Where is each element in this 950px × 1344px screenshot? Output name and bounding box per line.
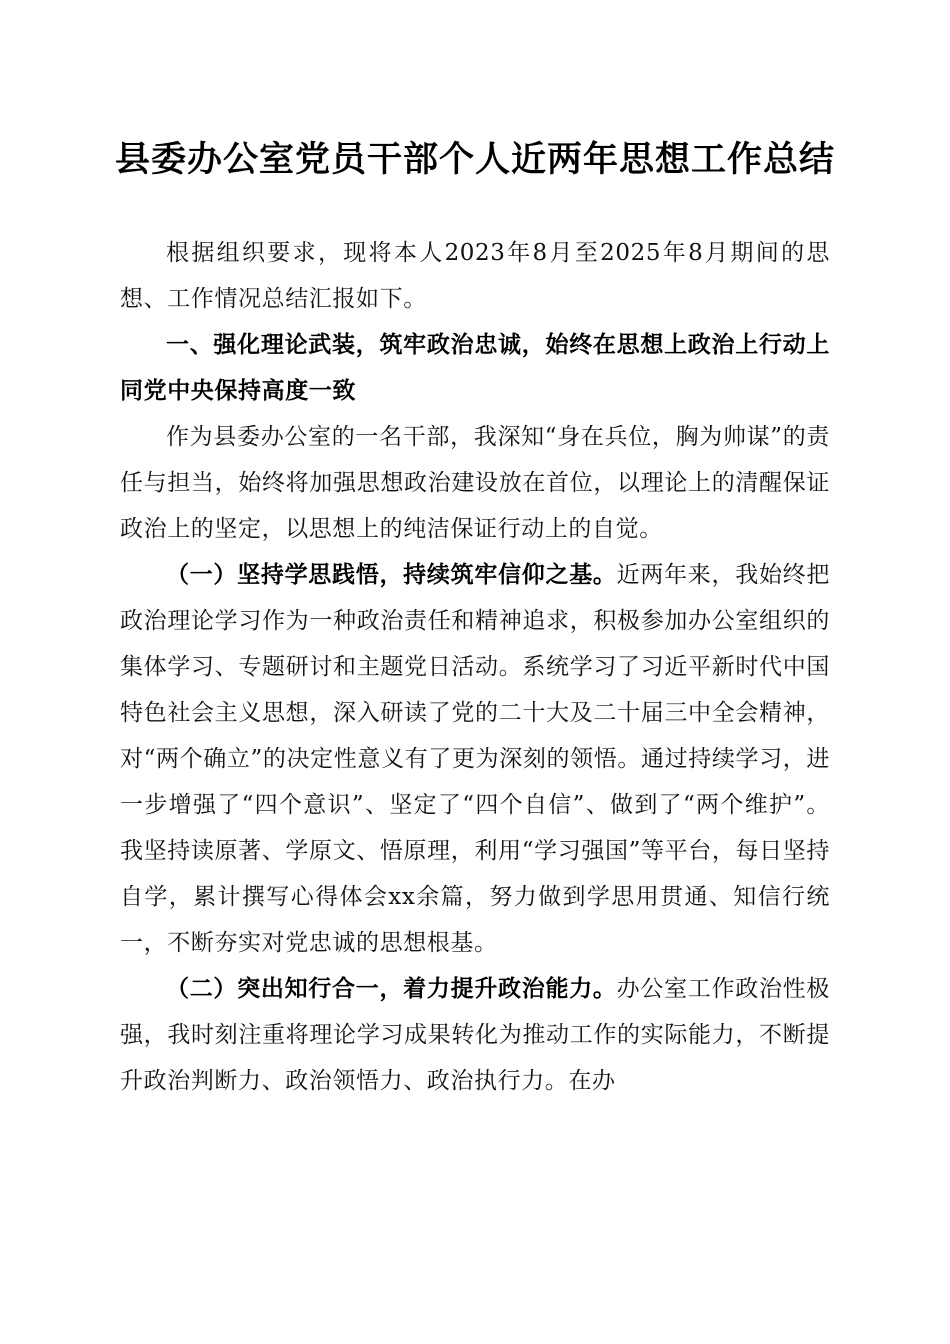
document-body: [120, 230, 830, 1104]
subsection-1-text: 近两年来，我始终把政治理论学习作为一种政治责任和精神追求，积极参加办公室组织的集体学习、专题研讨和主题党日活动。系统学习了习近平新时代中国特色社会主义思想，深入研读了党的二十大及二十届三中全会精神，对“两个确立”的决定性意义有了更为深刻的领悟。通过持续学习，进一步增强了“四个意识”、坚定了“四个自信”、做到了“两个维护”。我坚持读原著、学原文、悟原理，利用“学习强国”等平台，每日坚持自学，累计撰写心得体会xx余篇，努力做到学思用贯通、知信行统一，不断夯实对党忠诚的思想根基。: [120, 562, 831, 956]
subsection-2-heading: （二）突出知行合一，着力提升政治能力。: [166, 976, 617, 1002]
section-1-intro-paragraph: 作为县委办公室的一名干部，我深知“身在兵位，胸为帅谋”的责任与担当，始终将加强思想政治建设放在首位，以理论上的清醒保证政治上的坚定，以思想上的纯洁保证行动上的自觉。: [120, 424, 830, 542]
section-1-heading: 一、强化理论武装，筑牢政治忠诚，始终在思想上政治上行动上同党中央保持高度一致: [120, 332, 830, 404]
subsection-2-paragraph: [120, 966, 830, 1104]
subsection-1-heading: （一）坚持学思践悟，持续筑牢信仰之基。: [166, 562, 617, 588]
subsection-1-paragraph: [120, 552, 830, 966]
subsection-2-text: 办公室工作政治性极强，我时刻注重将理论学习成果转化为推动工作的实际能力，不断提升政治判断力、政治领悟力、政治执行力。在办: [120, 976, 831, 1094]
document-title: 县委办公室党员干部个人近两年思想工作总结: [114, 140, 835, 180]
intro-paragraph: 根据组织要求，现将本人2023年8月至2025年8月期间的思想、工作情况总结汇报如下。: [120, 240, 830, 312]
